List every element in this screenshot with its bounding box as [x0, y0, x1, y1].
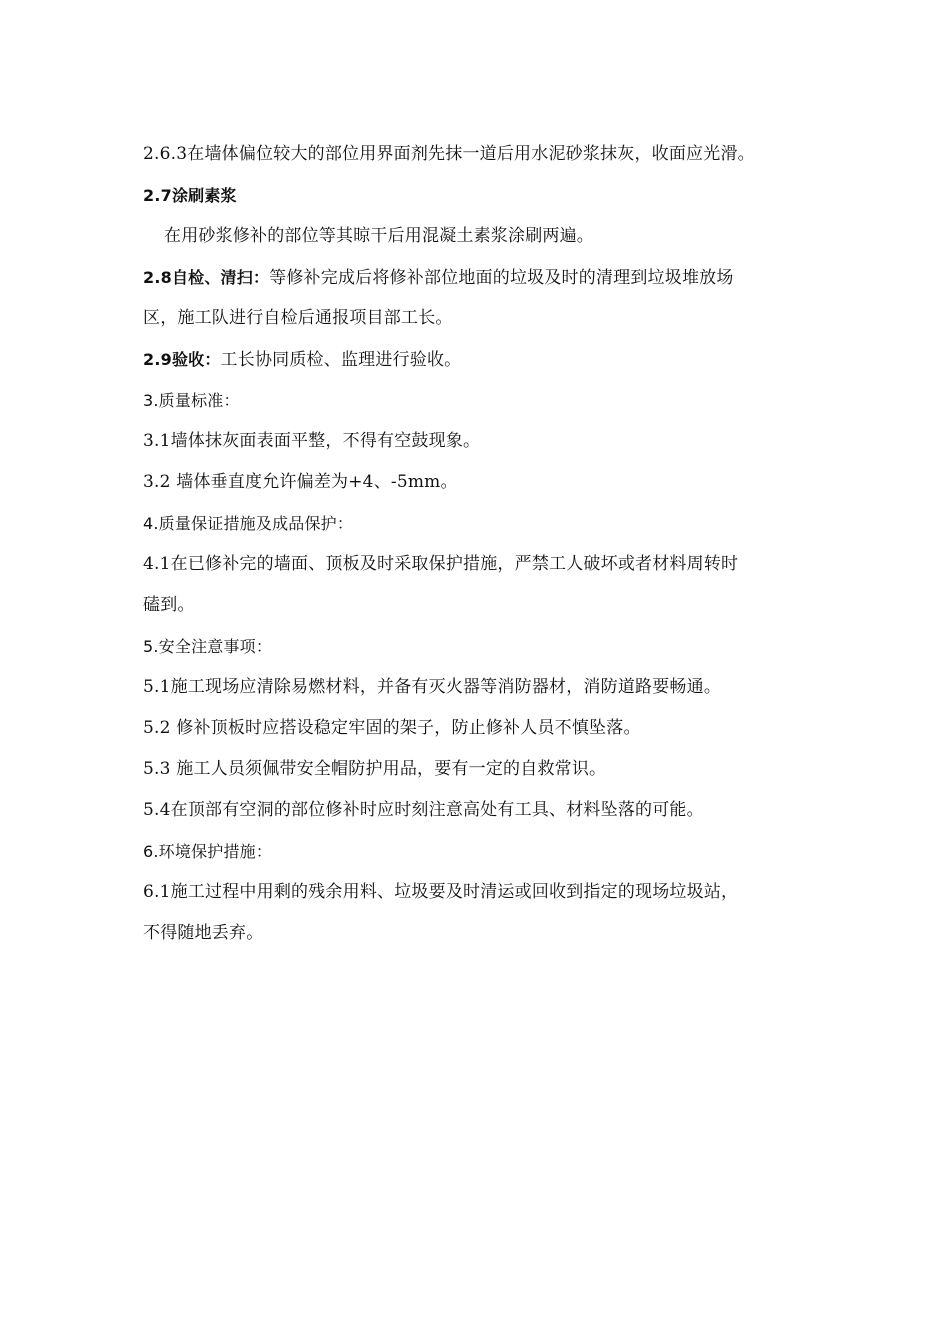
paragraph-5-1: 5.1施工现场应清除易燃材料，并备有灭火器等消防器材，消防道路要畅通。 — [143, 677, 722, 697]
section-heading-5: 5.安全注意事项： — [143, 637, 273, 656]
paragraph-2-6-3: 2.6.3在墙体偏位较大的部位用界面剂先抹一道后用水泥砂浆抹灰，收面应光滑。 — [143, 144, 755, 164]
section-heading-2-9: 2.9验收： — [143, 350, 221, 369]
paragraph-2-8-text: 等修补完成后将修补部位地面的垃圾及时的清理到垃圾堆放场 — [269, 268, 734, 288]
section-heading-3: 3.质量标准： — [143, 391, 240, 410]
paragraph-3-1: 3.1墙体抹灰面表面平整，不得有空鼓现象。 — [143, 431, 481, 451]
section-heading-2-8: 2.8自检、清扫： — [143, 268, 270, 287]
paragraph-6-1-continued: 不得随地丢弃。 — [143, 923, 264, 943]
paragraph-2-9-text: 工长协同质检、监理进行验收。 — [220, 350, 462, 370]
paragraph-4-1-continued: 磕到。 — [143, 595, 195, 615]
paragraph-2-8-continued: 区，施工队进行自检后通报项目部工长。 — [143, 308, 453, 328]
paragraph-4-1: 4.1在已修补完的墙面、顶板及时采取保护措施，严禁工人破坏或者材料周转时 — [143, 554, 739, 574]
paragraph-5-4: 5.4在顶部有空洞的部位修补时应时刻注意高处有工具、材料坠落的可能。 — [143, 800, 704, 820]
paragraph-5-3: 5.3 施工人员须佩带安全帽防护用品，要有一定的自救常识。 — [143, 759, 607, 779]
paragraph-2-7: 在用砂浆修补的部位等其晾干后用混凝土素浆涂刷两遍。 — [164, 226, 594, 246]
paragraph-3-2: 3.2 墙体垂直度允许偏差为+4、-5mm。 — [143, 472, 458, 492]
section-heading-6: 6.环境保护措施： — [143, 842, 273, 861]
paragraph-6-1: 6.1施工过程中用剩的残余用料、垃圾要及时清运或回收到指定的现场垃圾站， — [143, 882, 739, 902]
paragraph-2-8 — [143, 257, 823, 298]
paragraph-5-2: 5.2 修补顶板时应搭设稳定牢固的架子，防止修补人员不慎坠落。 — [143, 718, 641, 738]
paragraph-2-9 — [143, 339, 823, 380]
document-body — [143, 134, 823, 954]
section-heading-2-7: 2.7涂刷素浆 — [143, 186, 237, 205]
section-heading-4: 4.质量保证措施及成品保护： — [143, 514, 354, 533]
